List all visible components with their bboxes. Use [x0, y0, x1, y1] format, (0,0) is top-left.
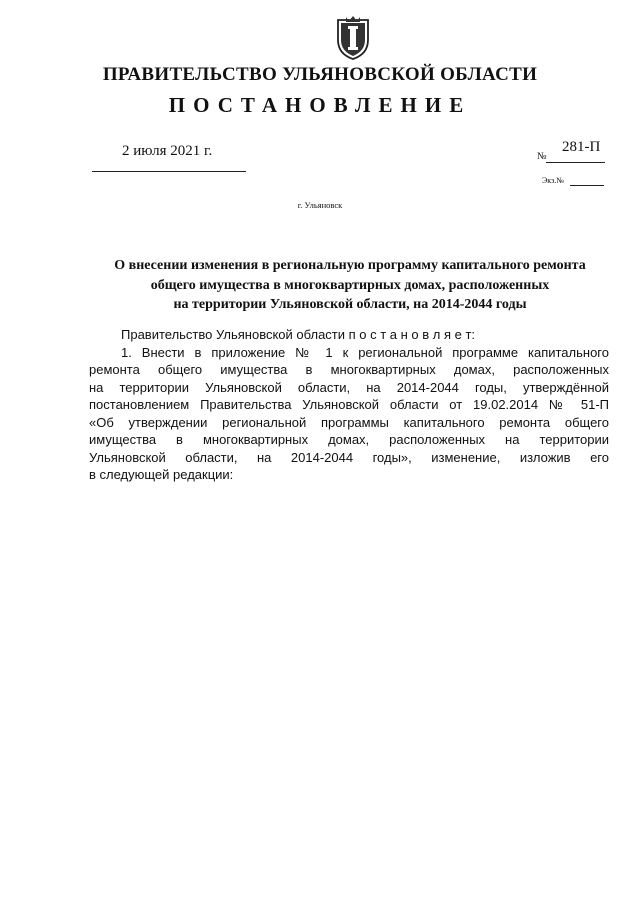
heading-line: О внесении изменения в региональную программу капитального ремонта — [114, 258, 586, 273]
number-sign: № — [537, 151, 547, 162]
heading-line: общего имущества в многоквартирных домах, расположенных — [150, 277, 550, 293]
ulyanovsk-coat-of-arms-icon — [335, 14, 371, 60]
document-date: 2 июля 2021 г. — [122, 143, 213, 159]
city: г. Ульяновск — [297, 200, 343, 210]
paragraph-line: 1. Внести в приложение № 1 к региональной программе капитального — [121, 344, 609, 360]
copy-number-label: Экз.№ — [542, 176, 564, 185]
paragraph-line: постановлением Правительства Ульяновской области от 19.02.2014 № 51-П — [89, 397, 609, 412]
number-underline — [546, 162, 605, 163]
paragraph-line: в следующей редакции: — [89, 467, 234, 482]
government-title: ПРАВИТЕЛЬСТВО УЛЬЯНОВСКОЙ ОБЛАСТИ — [102, 64, 538, 85]
heading-line: на территории Ульяновской области, на 2014-2044 годы — [173, 297, 527, 312]
intro-line: Правительство Ульяновской области п о с т а н о в л я е т: — [121, 327, 476, 342]
document-number: 281-П — [562, 139, 601, 155]
paragraph-line: «Об утверждении региональной программы капитального ремонта общего — [89, 414, 609, 430]
document-heading — [60, 256, 640, 315]
copy-number-underline — [570, 185, 604, 186]
paragraph-line: ремонта общего имущества в многоквартирных домах, расположенных — [89, 362, 609, 377]
paragraph-line: Ульяновской области, на 2014-2044 годы», изменение, изложив его — [89, 449, 609, 465]
paragraph-line: на территории Ульяновской области, на 2014-2044 годы, утверждённой — [89, 379, 609, 395]
document-body — [89, 326, 609, 484]
paragraph-line: имущества в многоквартирных домах, расположенных на территории — [89, 432, 609, 447]
document-kind: ПОСТАНОВЛЕНИЕ — [168, 93, 472, 117]
date-underline — [92, 171, 246, 172]
